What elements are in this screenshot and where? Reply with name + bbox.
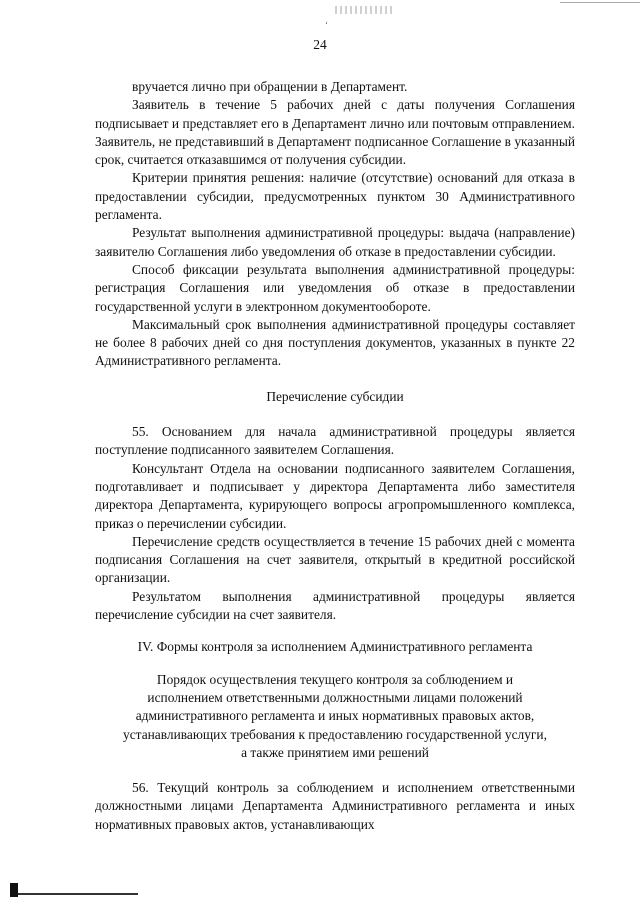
scan-artifact-tick: ‘: [325, 20, 328, 30]
scan-artifact-smudge: [335, 6, 395, 14]
paragraph: Максимальный срок выполнения административной процедуры составляет не более 8 рабочих дней со дня поступления документов, указанных в пункте 22 Административного регламента.: [95, 316, 575, 369]
subsection-heading-line: Порядок осуществления текущего контроля за соблюдением и: [156, 671, 514, 687]
document-body: [95, 78, 575, 834]
scan-artifact-bar: [10, 883, 18, 897]
paragraph: Результат выполнения административной процедуры: выдача (направление) заявителю Соглашения либо уведомления об отказе в предоставлении субсидии.: [95, 225, 575, 259]
paragraph: Результатом выполнения административной процедуры является перечисление субсидии на счет заявителя.: [95, 588, 575, 623]
paragraph: Перечисление средств осуществляется в течение 15 рабочих дней с момента подписания Соглашения на счет заявителя, открытый в кредитной российской организации.: [95, 533, 575, 586]
section-heading: Перечисление субсидии: [266, 388, 404, 404]
paragraph: Заявитель в течение 5 рабочих дней с даты получения Соглашения подписывает и представляет его в Департамент лично или почтовым отправлением. Заявитель, не представивший в Департамент подписанное Соглашение в указанный срок, считается отказавшимся от получения субсидии.: [95, 97, 575, 168]
subsection-heading-line: а также принятием ими решений: [241, 744, 429, 760]
paragraph: 55. Основанием для начала административной процедуры является поступление подписанного заявителем Соглашения.: [95, 424, 575, 458]
paragraph: Способ фиксации результата выполнения административной процедуры: регистрация Соглашения или уведомления об отказе в предоставлении государственной услуги в электронном документообороте.: [95, 261, 575, 314]
subsection-heading-line: устанавливающих требования к предоставлению государственной услуги,: [123, 726, 547, 742]
chapter-heading: IV. Формы контроля за исполнением Административного регламента: [137, 639, 533, 655]
scan-artifact-line: [560, 2, 640, 3]
paragraph: Критерии принятия решения: наличие (отсутствие) оснований для отказа в предоставлении субсидии, предусмотренных пунктом 30 Административного регламента.: [95, 170, 575, 223]
paragraph: Консультант Отдела на основании подписанного заявителем Соглашения, подготавливает и подписывает у директора Департамента либо заместителя директора Департамента, курирующего вопросы агропромышленного комплекса, приказ о перечислении субсидии.: [95, 460, 575, 531]
subsection-heading-line: исполнением ответственными должностными лицами положений: [147, 689, 523, 705]
page-number: 24: [313, 37, 327, 52]
paragraph: вручается лично при обращении в Департамент.: [132, 79, 408, 94]
paragraph: 56. Текущий контроль за соблюдением и исполнением ответственными должностными лицами Департамента Административного регламента и иных нормативных правовых актов, устанавливающих: [95, 780, 575, 832]
subsection-heading-line: административного регламента и иных нормативных правовых актов,: [135, 708, 535, 724]
scan-artifact-underline: [18, 893, 138, 895]
